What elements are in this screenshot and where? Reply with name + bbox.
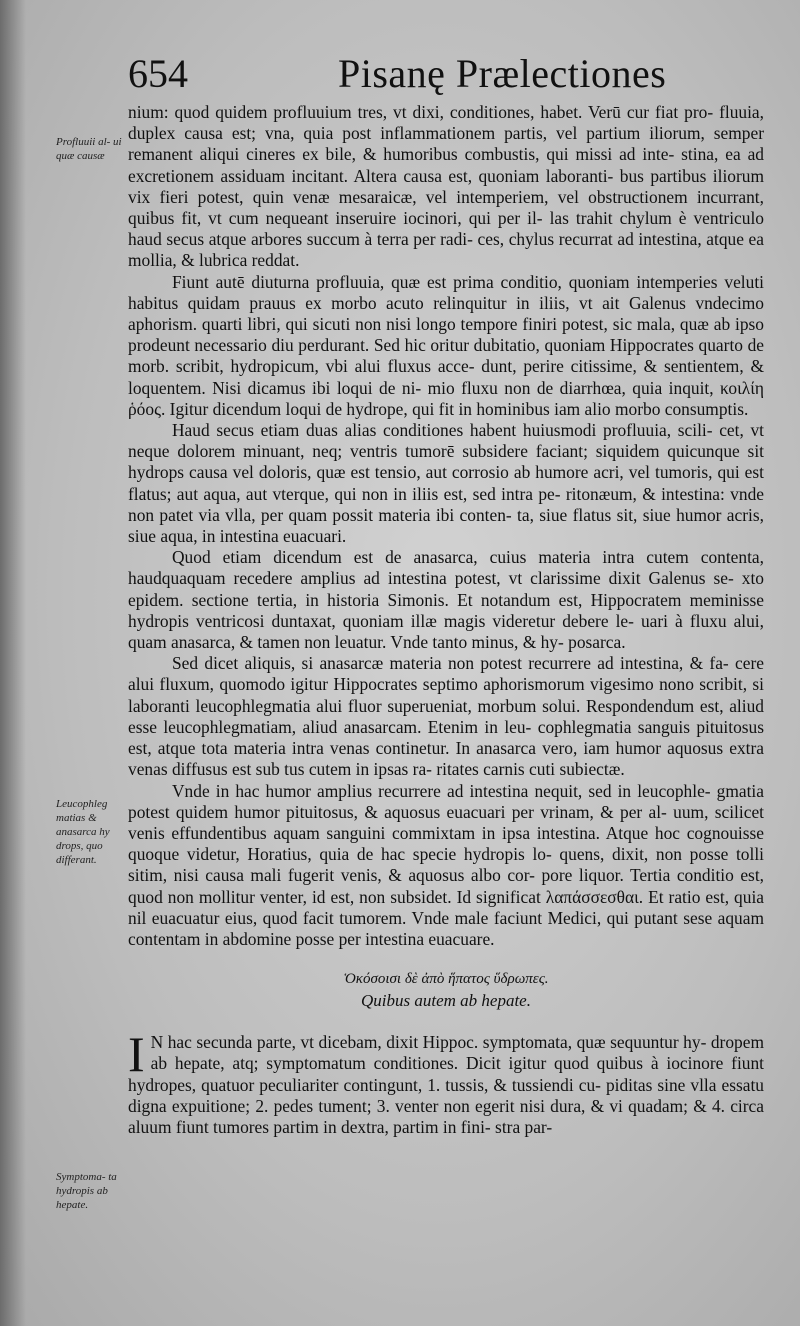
paragraph-1: nium: quod quidem profluuium tres, vt dixi, conditiones, habet. Verū cur fiat pro- fluuia, duplex causa est; vna, quia post inflammationem partis, vel partium iliorum, semper remanent aliqui cineres ex bile, & humoribus combustis, qui missi ad inte- stina, ea ad excretionem assiduam incitant. Altera causa est, quoniam laboranti- bus partibus iliorum vix fieri potest, quin venæ mesaraicæ, vel intemperiem, vel obstructionem incurrant, quibus fit, vt cum nequeant inseruire iocinori, qui per il- las trahit chylum è ventriculo haud secus atque arbores succum à terra per radi- ces, chylus recurrat ad intestina, atque ea mollia, & lubrica reddat. [128,102,764,271]
paragraph-2: Fiunt autē diuturna profluuia, quæ est prima conditio, quoniam intemperies veluti habitus quidam prauus ex morbo acuto relinquitur in iliis, vt ait Galenus vndecimo aphorism. quarti libri, qui sicuti non nisi longo tempore finiri potest, sic mala, quæ ab ipso prodeunt necessario diu perdurant. Sed hic oritur dubitatio, quoniam Hippocrates quarto de morb. scribit, hydropicum, vbi alui fluxus acce- dunt, perire citissime, & sentientem, & loquentem. Nisi dicamus ibi loqui de ni- mio fluxu non de diarrhœa, quia inquit, κοιλίη ῥόος. Igitur dicendum loqui de hydrope, qui fit in hominibus iam alio morbo consumptis. [128,271,764,419]
drop-capital: I [128,1026,145,1083]
page-header [128,48,768,100]
marginal-note-symptomata: Symptoma- ta hydropis ab hepate. [56,1171,117,1211]
page-number: 654 [128,51,188,96]
running-title: Pisanę Prælectiones [338,51,667,96]
final-paragraph [128,1026,764,1138]
marginal-note-profluuii: Profluuii al- ui quæ causæ [56,136,122,162]
marginal-note-leucophlegmatia: Leucophleg matias & anasarca hy drops, quo differant. [56,798,110,866]
paragraph-4: Quod etiam dicendum est de anasarca, cuius materia intra cutem contenta, haudquaquam recedere amplius ad intestina potest, vt clarissime dixit Galenus se- xto epidem. sectione tertia, in historia Simonis. Et notandum est, Hippocratem meminisse hydropis ventricosi duntaxat, quoniam illæ magis videretur debere le- uari à fluxu alui, quam anasarca, & tamen non leuatur. Vnde tanto minus, & hy- posarca. [128,547,764,653]
body-text [128,102,764,1138]
latin-lemma: Quibus autem ab hepate. [361,991,531,1011]
greek-lemma: Ὁκόσοισι δὲ ἀπὸ ἥπατος ὕδρωπες. [343,971,549,988]
paragraph-6: Vnde in hac humor amplius recurrere ad intestina nequit, sed in leucophle- gmatia potest quidem humor pituitosus, & aquosus euacuari per vrinam, & per al- uum, scilicet venis effundentibus aquam sanguini commixtam in ipsa intestina. Atque hoc cognouisse quoque videtur, Horatius, quia de hac specie hydropis lo- quens, dixit, non posse tolli sitim, nisi causa mali fugerit venis, & aquosus albo cor- pore liquor. Tertia conditio est, quod non mollitur venter, id est, non subsidet. Id significat λαπάσσεσθαι. Et ratio est, quia nil euacuatur eius, quod facit tumorem. Vnde male faciunt Medici, qui putant sese aquam contentam in abdomine posse per intestina euacuare. [128,780,764,949]
final-paragraph-text: N hac secunda parte, vt dicebam, dixit Hippoc. symptomata, quæ sequuntur hy- dropem ab hepate, atq; symptomatum conditiones. Dicit igitur quod quibus à iocinore fiunt hydropes, quatuor peculiariter contingunt, 1. tussis, & tussiendi cu- piditas sine vlla essatu digna expuitione; 2. pedes tument; 3. venter non egerit nisi dura, & vi quadam; & 4. circa aluum fiunt tumores partim in dextra, partim in fini- stra par- [128,1032,764,1137]
paragraph-5: Sed dicet aliquis, si anasarcæ materia non potest recurrere ad intestina, & fa- cere alui fluxum, quomodo igitur Hippocrates septimo aphorismorum vigesimo nono scribit, si laboranti leucophlegmatia alui fluor superueniat, morbum solui. Respondendum est, aliud esse leucophlegmatiam, aliud anasarcam. Etenim in leu- cophlegmatia sanguis pituitosus est, atque tota materia intra venas continetur. In anasarca vero, iam humor aquosus extra venas diffusus est sub tus cutem in ipsas ra- ritates carnis cuti subiectæ. [128,653,764,780]
paragraph-3: Haud secus etiam duas alias conditiones habent huiusmodi profluuia, scili- cet, vt neque dolorem minuant, neq; ventris tumorē subsidere faciant; siquidem quicunque sit hydrops causa vel doloris, quæ est tensio, aut corrosio ab humore acri, vel tumoris, qui est flatus; aut aqua, aut vterque, qui non in iliis est, sed intra pe- ritonæum, & intestina: vnde non patet via vlla, per quam possit materia ibi conten- ta, siue flatus sit, siue humor acris, siue aqua, in intestina euacuari. [128,420,764,547]
